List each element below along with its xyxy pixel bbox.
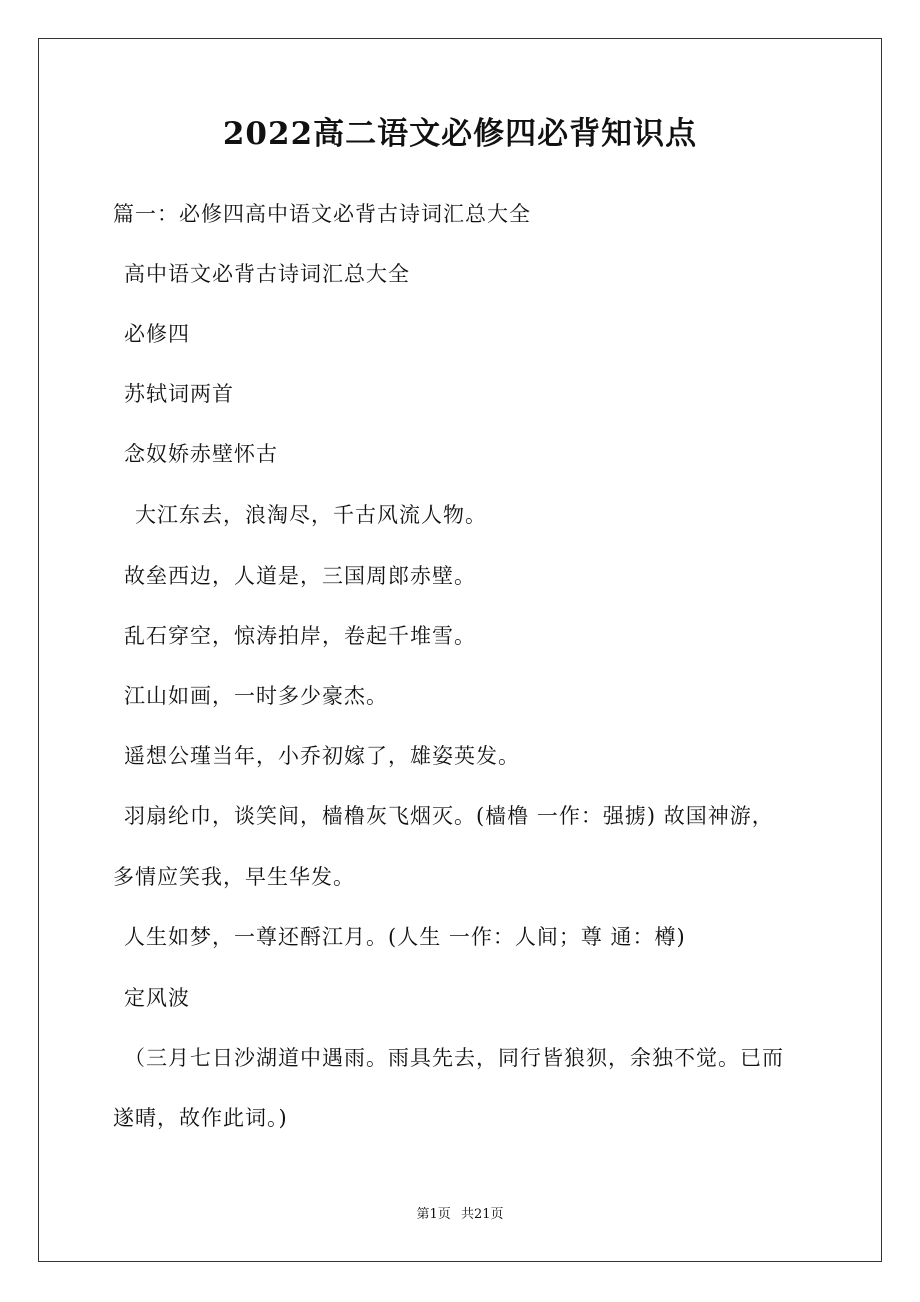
page-total: 共21页: [460, 1207, 504, 1222]
text-line: 苏轼词两首: [124, 382, 234, 406]
text-line: （三月七日沙湖道中遇雨。雨具先去，同行皆狼狈，余独不觉。已而: [124, 1046, 784, 1070]
text-line: 多情应笑我，早生华发。: [113, 865, 355, 889]
text-line: 篇一：必修四高中语文必背古诗词汇总大全: [113, 202, 531, 226]
text-line: 羽扇纶巾，谈笑间，樯橹灰飞烟灭。(樯橹 一作：强掳) 故国神游，: [124, 804, 774, 828]
text-line: 江山如画，一时多少豪杰。: [124, 684, 388, 708]
page-footer: [0, 1206, 920, 1224]
document-title: 2022高二语文必修四必背知识点: [222, 116, 698, 152]
text-line: 定风波: [124, 986, 190, 1010]
text-line: 大江东去，浪淘尽，千古风流人物。: [135, 503, 487, 527]
text-line: 故垒西边，人道是，三国周郎赤壁。: [124, 564, 476, 588]
text-line: 遂晴，故作此词。): [113, 1106, 288, 1130]
page-number: 第1页: [416, 1207, 451, 1222]
text-line: 念奴娇赤壁怀古: [124, 442, 278, 466]
text-line: 乱石穿空，惊涛拍岸，卷起千堆雪。: [124, 624, 476, 648]
text-line: 遥想公瑾当年，小乔初嫁了，雄姿英发。: [124, 744, 520, 768]
text-line: 高中语文必背古诗词汇总大全: [124, 262, 410, 286]
text-line: 必修四: [124, 322, 190, 346]
text-line: 人生如梦，一尊还酹江月。(人生 一作：人间；尊 通：樽): [124, 925, 686, 949]
